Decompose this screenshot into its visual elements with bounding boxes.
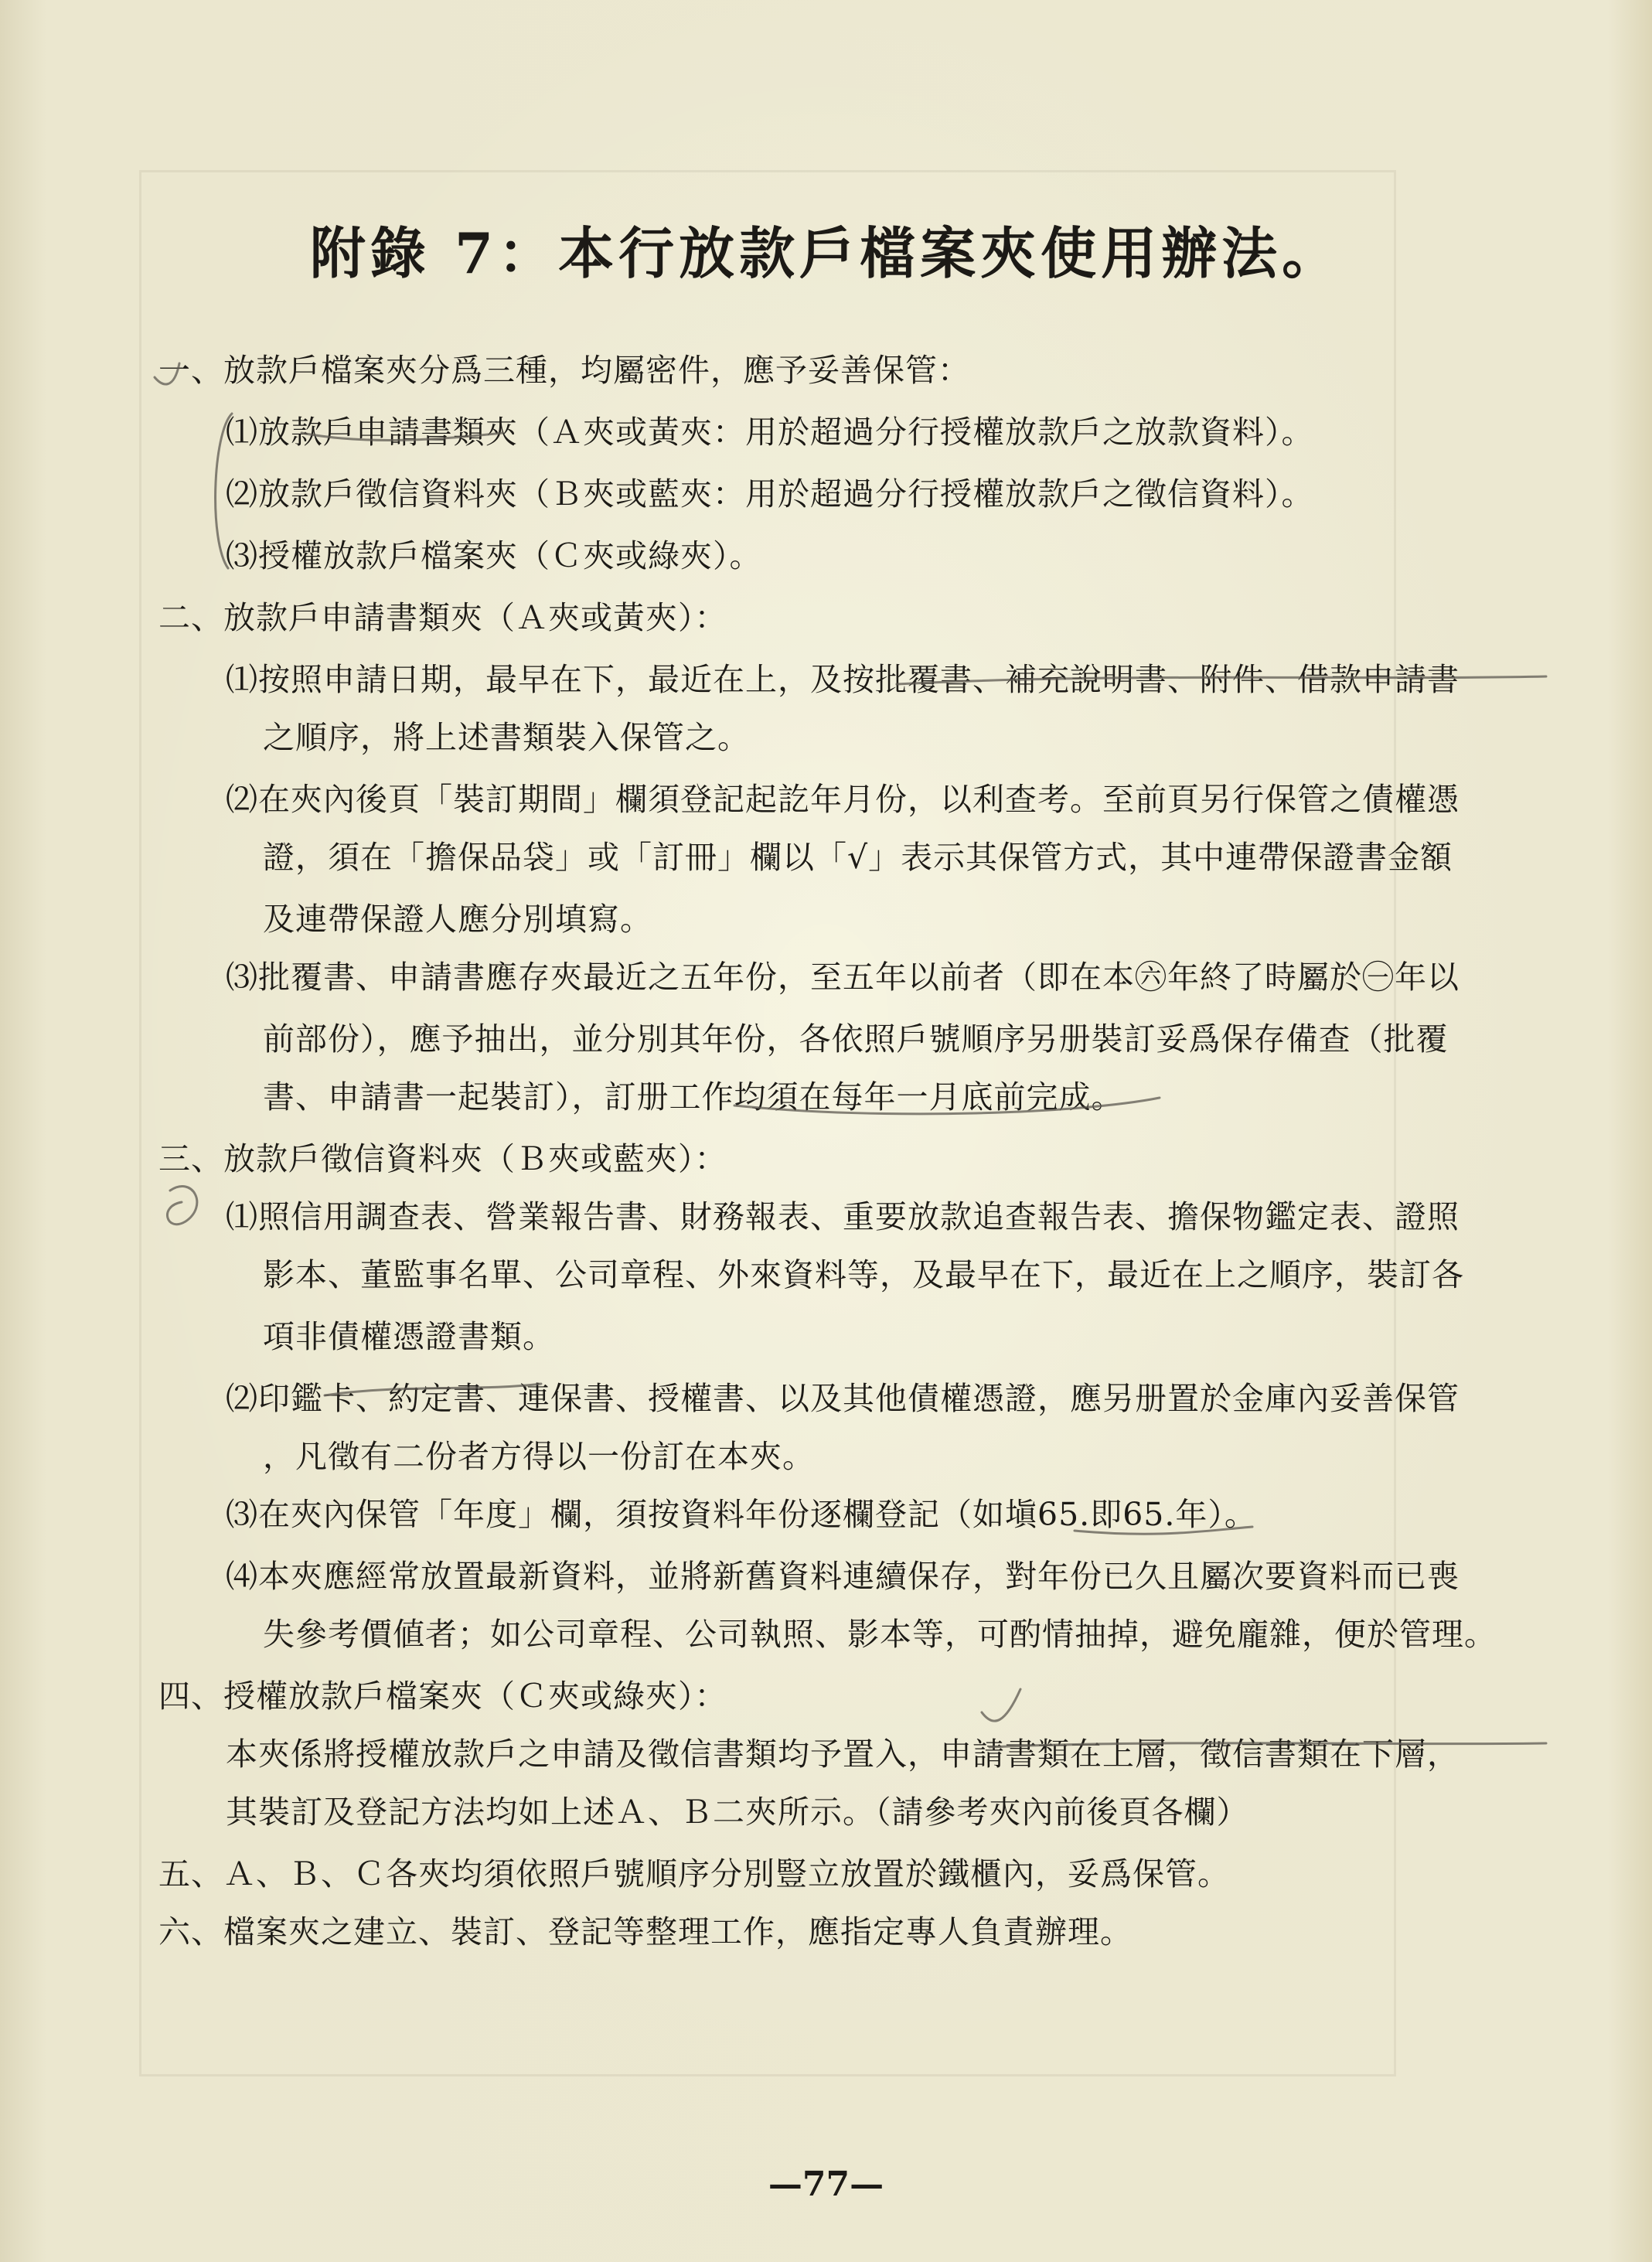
body-text-line: ⑴放款戶申請書類夾（Ａ夾或黃夾：用於超過分行授權放款戶之放款資料）。: [226, 414, 1314, 451]
body-text-line: ⑵在夾內後頁「裝訂期間」欄須登記起訖年月份，以利查考。至前頁另行保管之債權憑: [226, 781, 1460, 818]
section-heading-line: 五、Ａ、Ｂ、Ｃ各夾均須依照戶號順序分別豎立放置於鐵櫃內，妥爲保管。: [158, 1855, 1230, 1892]
body-text-line: 失參考價値者；如公司章程、公司執照、影本等，可酌情抽掉，避免龐雜，便於管理。: [263, 1616, 1497, 1653]
page-title: 附錄 7：本行放款戶檔案夾使用辦法。: [309, 220, 1343, 286]
show-through-form-ghost: [139, 170, 1396, 2076]
body-text-line: 前部份），應予抽出，並分別其年份，各依照戶號順序另册裝訂妥爲保存備查（批覆: [263, 1020, 1449, 1058]
section-heading-line: 三、放款戶徵信資料夾（Ｂ夾或藍夾）：: [158, 1140, 727, 1177]
section-heading-line: 六、檔案夾之建立、裝訂、登記等整理工作，應指定專人負責辦理。: [158, 1913, 1133, 1950]
body-text-line: ，凡徵有二份者方得以一份訂在本夾。: [263, 1438, 815, 1475]
body-text-line: 及連帶保證人應分別填寫。: [263, 901, 652, 938]
body-text-line: 證，須在「擔保品袋」或「訂冊」欄以「√」表示其保管方式，其中連帶保證書金額: [263, 839, 1453, 876]
section-heading-line: 四、授權放款戶檔案夾（Ｃ夾或綠夾）：: [158, 1678, 727, 1715]
page-number: —77—: [768, 2165, 884, 2204]
body-text-line: 其裝訂及登記方法均如上述Ａ、Ｂ二夾所示。（請參考夾內前後頁各欄）: [226, 1794, 1249, 1831]
body-text-line: 本夾係將授權放款戶之申請及徵信書類均予置入，申請書類在上層，徵信書類在下層，: [226, 1736, 1460, 1773]
body-text-line: ⑵印鑑卡、約定書、連保書、授權書、以及其他債權憑證，應另册置於金庫內妥善保管: [226, 1380, 1460, 1417]
body-text-line: ⑵放款戶徵信資料夾（Ｂ夾或藍夾：用於超過分行授權放款戶之徵信資料）。: [226, 475, 1314, 513]
body-text-line: ⑶批覆書、申請書應存夾最近之五年份，至五年以前者（即在本㊅年終了時屬於㊀年以: [226, 959, 1460, 996]
body-text-line: 之順序，將上述書類裝入保管之。: [263, 719, 750, 756]
body-text-line: 書、申請書一起裝訂），訂册工作均須在每年一月底前完成。: [263, 1078, 1124, 1116]
body-text-line: ⑷本夾應經常放置最新資料，並將新舊資料連續保存，對年份已久且屬次要資料而已喪: [226, 1558, 1460, 1595]
body-text-line: ⑶授權放款戶檔案夾（Ｃ夾或綠夾）。: [226, 537, 762, 574]
body-text-line: ⑴按照申請日期，最早在下，最近在上，及按批覆書、補充說明書、附件、借款申請書: [226, 661, 1460, 698]
body-text-line: 項非債權憑證書類。: [263, 1318, 555, 1355]
body-text-line: ⑶在夾內保管「年度」欄，須按資料年份逐欄登記（如塡65.即65.年）。: [226, 1496, 1257, 1533]
section-heading-line: 二、放款戶申請書類夾（Ａ夾或黃夾）：: [158, 599, 727, 636]
body-text-line: 影本、董監事名單、公司章程、外來資料等，及最早在下，最近在上之順序，裝訂各: [263, 1256, 1464, 1293]
section-heading-line: 一、放款戶檔案夾分爲三種，均屬密件，應予妥善保管：: [158, 352, 970, 389]
body-text-line: ⑴照信用調查表、營業報告書、財務報表、重要放款追查報告表、擔保物鑑定表、證照: [226, 1198, 1460, 1235]
